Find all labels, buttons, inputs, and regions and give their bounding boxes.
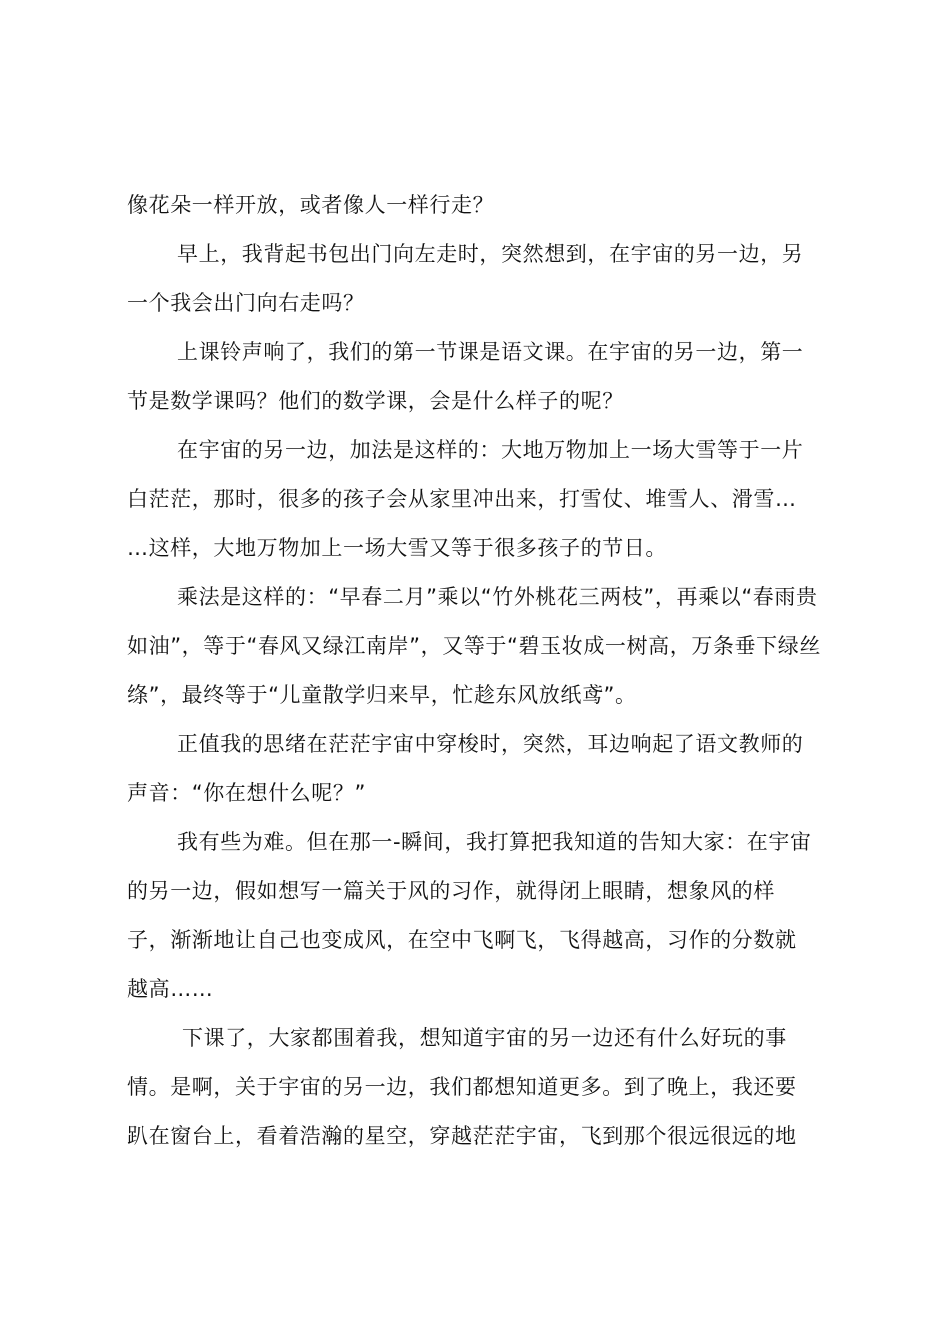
text-line: 像花朵一样开放，或者像人一样行走？	[127, 193, 495, 217]
paragraph-start-line: 早上，我背起书包出门向左走时，突然想到，在宇宙的另一边，另	[177, 242, 804, 266]
text-line: 子，渐渐地让自己也变成风，在空中飞啊飞，飞得越高，习作的分数就	[127, 928, 797, 952]
text-line: 情。是啊，关于宇宙的另一边，我们都想知道更多。到了晚上，我还要	[127, 1075, 797, 1099]
paragraph-start-line: 我有些为难。但在那一-瞬间，我打算把我知道的告知大家：在宇宙	[177, 830, 812, 854]
text-line: 如油”，等于“春风又绿江南岸”，又等于“碧玉妆成一树高，万条垂下绿丝	[127, 634, 821, 658]
essay-text	[127, 181, 833, 1161]
text-line: 趴在窗台上，看着浩瀚的星空，穿越茫茫宇宙，飞到那个很远很远的地	[127, 1124, 797, 1148]
paragraph-start-line: 上课铃声响了，我们的第一节课是语文课。在宇宙的另一边，第一	[177, 340, 804, 364]
text-line: 一个我会出门向右走吗？	[127, 291, 365, 315]
text-line: 绦”，最终等于“儿童散学归来早，忙趁东风放纸鸢”。	[127, 683, 637, 707]
text-line: 的另一边，假如想写一篇关于风的习作，就得闭上眼睛，想象风的样	[127, 879, 775, 903]
paragraph-start-line: 正值我的思绪在茫茫宇宙中穿梭时，突然，耳边响起了语文教师的	[177, 732, 804, 756]
paragraph-start-line: 在宇宙的另一边，加法是这样的：大地万物加上一场大雪等于一片	[177, 438, 804, 462]
text-line: 节是数学课吗？他们的数学课，会是什么样子的呢？	[127, 389, 624, 413]
text-line: …这样，大地万物加上一场大雪又等于很多孩子的节日。	[127, 536, 667, 560]
paragraph-start-line: 下课了，大家都围着我，想知道宇宙的另一边还有什么好玩的事	[182, 1026, 787, 1050]
text-line: 越高……	[127, 977, 214, 1001]
text-line: 白茫茫，那时，很多的孩子会从家里冲出来，打雪仗、堆雪人、滑雪…	[127, 487, 797, 511]
paragraph-start-line: 乘法是这样的：“早春二月”乘以“竹外桃花三两枝”，再乘以“春雨贵	[177, 585, 818, 609]
text-line: 声音：“你在想什么呢？”	[127, 781, 366, 805]
